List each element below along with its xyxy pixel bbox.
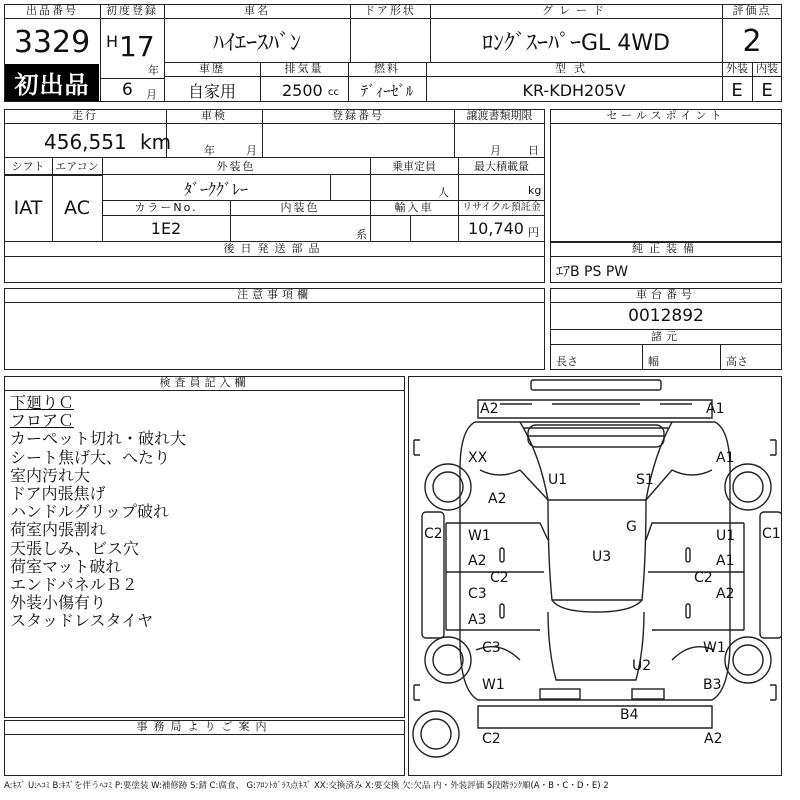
remark-line: エンドパネルＢ２: [10, 575, 138, 595]
office-label: 事務局よりご案内: [4, 720, 405, 735]
dims-width: 幅: [648, 355, 659, 368]
damage-mark: A1: [706, 401, 725, 417]
damage-mark: G: [626, 519, 637, 535]
damage-mark: C1: [762, 526, 781, 542]
reg-year: 17: [119, 30, 155, 63]
legend: A:ｷｽﾞ U:ﾍｺﾐ B:ｷｽﾞを伴うﾍｺﾐ P:要塗装 W:補修跡 S:錆 C:腐食、 G:ﾌﾛﾝﾄｶﾞﾗｽ点ｷｽﾞ XX:交換済み X:要交換 欠:欠品 内・外装評価 5段階ﾗﾝｸ順(A・B・C・D・E) 2: [4, 781, 609, 791]
remark-line: 外装小傷有り: [10, 593, 107, 613]
inspector-label: 検査員記入欄: [4, 376, 405, 391]
shift: IAT: [13, 197, 43, 219]
mileage-label: 走行: [4, 109, 166, 124]
remark-line: フロアＣ: [10, 411, 75, 431]
history-label: 車歴: [164, 62, 260, 77]
sales-points-label: セールスポイント: [550, 109, 782, 124]
damage-mark: C2: [694, 570, 713, 586]
shift-label: シフト: [4, 160, 52, 175]
damage-mark: A2: [716, 586, 735, 602]
notes-label: 注意事項欄: [4, 288, 545, 303]
capacity-label: 乗車定員: [370, 160, 458, 175]
mileage-unit: km: [140, 130, 172, 154]
color-label: 外装色: [102, 160, 370, 175]
damage-mark: C2: [482, 731, 501, 747]
remark-line: ドア内張焦げ: [10, 484, 106, 504]
inspection-label: 車検: [166, 109, 262, 124]
reg-month: 6: [122, 80, 133, 100]
import-label: 輸入車: [370, 201, 458, 216]
chassis-value: 0012892: [628, 306, 704, 326]
damage-mark: A3: [468, 612, 487, 628]
first-listing-badge: 初出品: [5, 64, 99, 101]
car-name-label: 車名: [164, 4, 350, 19]
damage-mark: A1: [716, 450, 735, 466]
vehicle-damage-diagram: [408, 376, 782, 776]
remark-line: カーペット切れ・破れ大: [10, 429, 187, 449]
parts-label: 後日発送部品: [4, 242, 545, 257]
sales-points-panel: [550, 109, 782, 242]
displacement: 2500: [282, 81, 323, 100]
transfer-label: 譲渡書類期限: [454, 109, 545, 124]
chassis-label: 車台番号: [550, 288, 782, 303]
damage-mark: A1: [716, 553, 735, 569]
first-reg-label: 初度登録: [100, 4, 164, 19]
mileage: 456,551: [44, 130, 127, 154]
interior-color-label: 内装色: [230, 201, 370, 216]
history: 自家用: [187, 81, 236, 101]
grade-label: グレード: [430, 4, 722, 19]
transfer-month-unit: 月: [490, 144, 501, 157]
door-label: ドア形状: [350, 4, 430, 19]
damage-mark: S1: [636, 472, 654, 488]
displacement-label: 排気量: [260, 62, 348, 77]
damage-mark: C2: [490, 570, 509, 586]
load-unit: kg: [528, 184, 542, 197]
equipment-label: 純正装備: [550, 242, 782, 257]
damage-mark: W1: [703, 640, 726, 656]
lot-no: 3329: [13, 24, 91, 60]
interior-grade: E: [761, 79, 773, 101]
recycle-unit: 円: [528, 226, 539, 239]
model: KR-KDH205V: [522, 80, 626, 100]
score-label: 評価点: [722, 4, 782, 19]
transfer-day-unit: 日: [528, 144, 539, 157]
year-unit: 年: [148, 64, 159, 77]
grade: ﾛﾝｸﾞｽｰﾊﾟｰGL 4WD: [482, 30, 670, 56]
damage-mark: XX: [468, 450, 488, 466]
dims-label: 諸元: [550, 330, 782, 345]
lot-no-label: 出品番号: [4, 4, 100, 19]
recycle-value: 10,740: [468, 219, 524, 238]
model-label: 型式: [426, 62, 722, 77]
ac-label: エアコン: [52, 160, 102, 175]
damage-mark: A2: [488, 491, 507, 507]
damage-mark: A2: [480, 401, 499, 417]
damage-mark: U3: [592, 549, 612, 565]
damage-mark: C3: [482, 640, 501, 656]
damage-mark: A2: [704, 731, 723, 747]
remark-line: 下廻りＣ: [10, 393, 75, 412]
damage-mark: C2: [424, 526, 443, 542]
equipment-value: ｴｱB PS PW: [556, 264, 629, 280]
remark-line: 荷室内張割れ: [10, 520, 107, 540]
fuel-label: 燃料: [348, 62, 426, 77]
load-label: 最大積載量: [458, 160, 545, 175]
ac: AC: [64, 197, 90, 219]
door-value: [350, 20, 430, 62]
damage-mark: U1: [548, 472, 568, 488]
damage-mark: B3: [703, 677, 722, 693]
damage-mark: A2: [468, 553, 487, 569]
interior-grade-label: 内装: [752, 62, 782, 77]
car-name: ﾊｲｴｰｽﾊﾞﾝ: [212, 30, 301, 56]
remark-line: ハンドルグリップ破れ: [10, 502, 170, 522]
inspector-remarks: [10, 394, 400, 631]
damage-mark: U2: [632, 658, 652, 674]
damage-mark: U1: [716, 528, 736, 544]
damage-mark: C3: [468, 586, 487, 602]
dims-height: 高さ: [726, 355, 748, 368]
displacement-unit: cc: [328, 87, 339, 98]
recycle-label: リサイクル預託金: [458, 201, 545, 216]
score: 2: [742, 23, 762, 59]
interior-color-unit: 系: [356, 228, 367, 241]
remark-line: 天張しみ、ビス穴: [10, 538, 139, 558]
dims-length: 長さ: [556, 355, 578, 368]
remark-line: 室内汚れ大: [10, 465, 91, 485]
capacity-unit: 人: [438, 186, 449, 199]
plate-label: 登録番号: [262, 109, 454, 124]
damage-mark: W1: [482, 677, 505, 693]
damage-mark: W1: [468, 528, 491, 544]
exterior-grade: E: [731, 79, 743, 101]
exterior-grade-label: 外装: [722, 62, 752, 77]
color-no-label: カラーNo.: [102, 201, 230, 216]
inspection-month-unit: 月: [246, 144, 257, 157]
month-unit: 月: [146, 88, 157, 101]
inspection-year-unit: 年: [204, 144, 215, 157]
color-no: 1E2: [150, 218, 182, 238]
remark-line: 荷室マット破れ: [10, 556, 122, 576]
remark-line: シート焦げ大、へたり: [10, 447, 171, 467]
fuel: ﾃﾞｨｰｾﾞﾙ: [360, 81, 414, 100]
damage-mark: B4: [620, 707, 639, 723]
era: H: [106, 32, 119, 51]
color: ﾀﾞｰｸｸﾞﾚｰ: [183, 179, 248, 199]
remark-line: スタッドレスタイヤ: [10, 611, 154, 631]
